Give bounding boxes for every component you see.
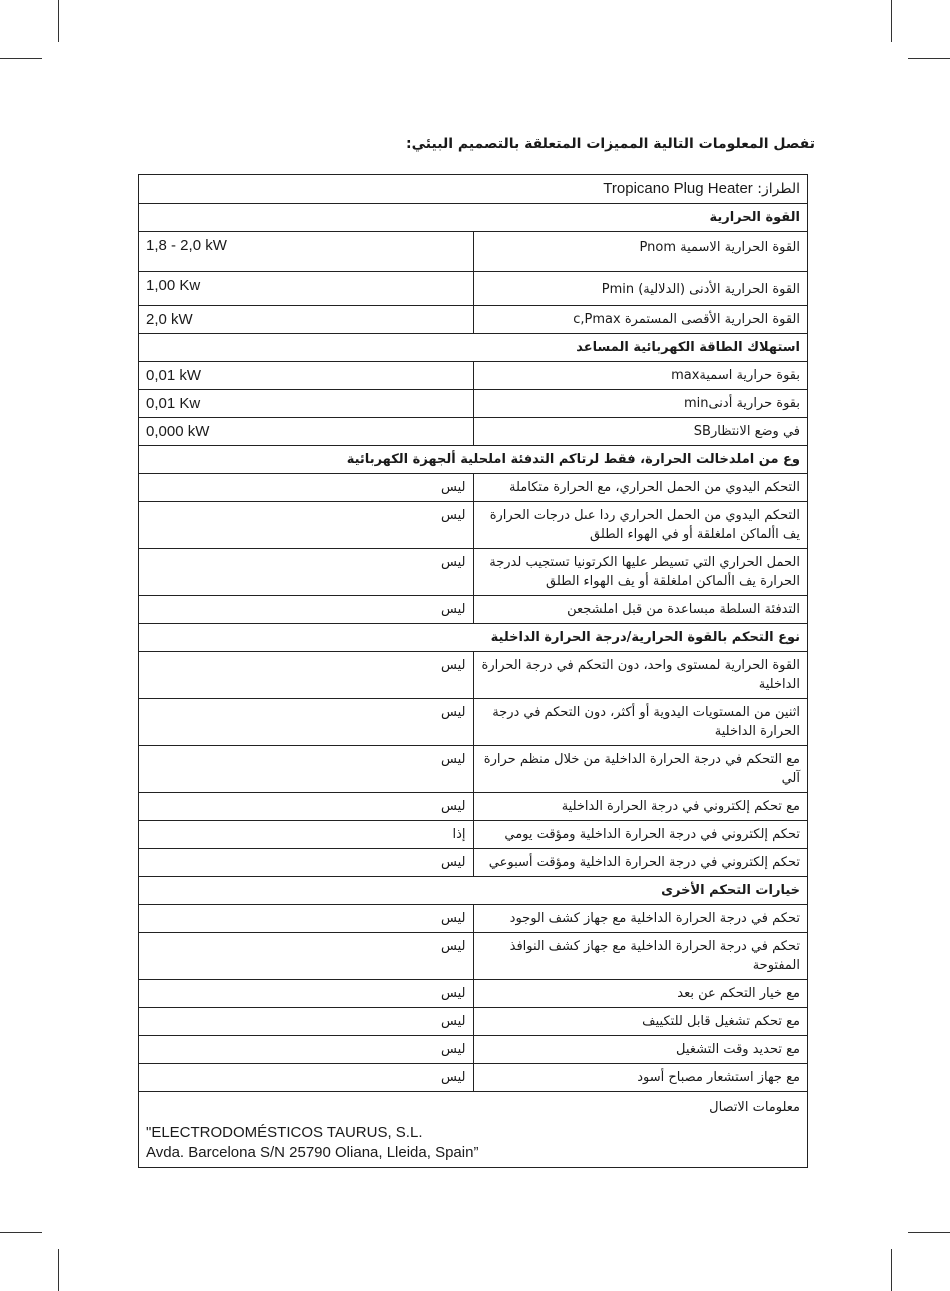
table-row — [139, 474, 808, 502]
contact-row — [139, 1092, 808, 1168]
table-row — [139, 418, 808, 446]
row-value: ليس — [139, 1036, 474, 1064]
table-row — [139, 1036, 808, 1064]
table-row — [139, 980, 808, 1008]
row-value: ليس — [139, 980, 474, 1008]
model-value: Tropicano Plug Heater — [603, 180, 753, 197]
table-row — [139, 821, 808, 849]
row-value: ليس — [139, 474, 474, 502]
row-label: تحكم إلكتروني في درجة الحرارة الداخلية ومؤقت يومي — [473, 821, 808, 849]
row-value: ليس — [139, 793, 474, 821]
row-value: 1,00 Kw — [139, 272, 474, 306]
crop-mark — [58, 1249, 59, 1291]
table-row — [139, 596, 808, 624]
eco-design-table — [138, 174, 808, 1168]
section-heading: نوع التحكم بالقوة الحرارية/درجة الحرارة الداخلية — [139, 624, 808, 652]
contact-company: "ELECTRODOMÉSTICOS TAURUS, S.L. — [146, 1124, 423, 1141]
table-row — [139, 306, 808, 334]
section-heading-row — [139, 334, 808, 362]
table-row — [139, 652, 808, 699]
table-row — [139, 849, 808, 877]
row-label: الحمل الحراري التي تسيطر عليها الكرتونيا تستجيب لدرجة الحرارة يف األماكن املغلقة أو يف الهواء الطلق — [473, 549, 808, 596]
row-value: ليس — [139, 652, 474, 699]
contact-label: معلومات الاتصال — [709, 1100, 800, 1115]
row-label: مع التحكم في درجة الحرارة الداخلية من خلال منظم حرارة آلي — [473, 746, 808, 793]
row-value: إذا — [139, 821, 474, 849]
crop-mark — [891, 1249, 892, 1291]
table-row — [139, 905, 808, 933]
row-value: 0,01 kW — [139, 362, 474, 390]
row-value: 2,0 kW — [139, 306, 474, 334]
section-heading: القوة الحرارية — [139, 204, 808, 232]
table-row — [139, 502, 808, 549]
row-value: ليس — [139, 1064, 474, 1092]
model-row — [139, 175, 808, 204]
table-row — [139, 272, 808, 306]
row-label: مع تحكم إلكتروني في درجة الحرارة الداخلية — [473, 793, 808, 821]
crop-mark — [0, 1232, 42, 1233]
row-label: التحكم اليدوي من الحمل الحراري ردا عىل درجات الحرارة يف األماكن املغلقة أو في الهواء الطلق — [473, 502, 808, 549]
crop-mark — [908, 58, 950, 59]
model-cell — [139, 175, 808, 204]
crop-mark — [908, 1232, 950, 1233]
table-row — [139, 362, 808, 390]
row-label: مع خيار التحكم عن بعد — [473, 980, 808, 1008]
row-value: ليس — [139, 746, 474, 793]
table-row — [139, 746, 808, 793]
row-label: تحكم في درجة الحرارة الداخلية مع جهاز كشف النوافذ المفتوحة — [473, 933, 808, 980]
row-value: 1,8 - 2,0 kW — [139, 232, 474, 272]
section-heading: خيارات التحكم الأخرى — [139, 877, 808, 905]
crop-mark — [58, 0, 59, 42]
row-value: ليس — [139, 905, 474, 933]
row-label: التدفئة السلطة مبساعدة من قبل املشجعن — [473, 596, 808, 624]
section-heading: استهلاك الطاقة الكهربائية المساعد — [139, 334, 808, 362]
row-value: ليس — [139, 933, 474, 980]
row-label: تحكم في درجة الحرارة الداخلية مع جهاز كشف الوجود — [473, 905, 808, 933]
row-label: بقوة حرارية أدنىmin — [473, 390, 808, 418]
contact-address: Avda. Barcelona S/N 25790 Oliana, Lleida, Spain” — [146, 1144, 479, 1161]
table-row — [139, 699, 808, 746]
table-row — [139, 933, 808, 980]
crop-mark — [891, 0, 892, 42]
section-heading-row — [139, 446, 808, 474]
table-row — [139, 390, 808, 418]
row-label: مع تحكم تشغيل قابل للتكييف — [473, 1008, 808, 1036]
row-label: مع تحديد وقت التشغيل — [473, 1036, 808, 1064]
row-label: اثنين من المستويات اليدوية أو أكثر، دون التحكم في درجة الحرارة الداخلية — [473, 699, 808, 746]
row-value: ليس — [139, 699, 474, 746]
row-value: 0,01 Kw — [139, 390, 474, 418]
table-row — [139, 1008, 808, 1036]
contact-cell — [139, 1092, 808, 1168]
row-label: القوة الحرارية الأدنى (الدلالية) Pmin — [473, 272, 808, 306]
row-value: ليس — [139, 549, 474, 596]
section-heading-row — [139, 204, 808, 232]
row-value: ليس — [139, 502, 474, 549]
section-heading-row — [139, 877, 808, 905]
table-row — [139, 1064, 808, 1092]
row-label: القوة الحرارية الاسمية Pnom — [473, 232, 808, 272]
row-label: مع جهاز استشعار مصباح أسود — [473, 1064, 808, 1092]
section-heading: وع من املدخالت الحرارة، فقط لرتاكم التدفئة املحلية ألجهزة الكهربائية — [139, 446, 808, 474]
intro-text: تفصل المعلومات التالية المميزات المتعلقة بالتصميم البيئي: — [406, 136, 815, 152]
row-label: تحكم إلكتروني في درجة الحرارة الداخلية ومؤقت أسبوعي — [473, 849, 808, 877]
row-label: التحكم اليدوي من الحمل الحراري، مع الحرارة متكاملة — [473, 474, 808, 502]
table-row — [139, 549, 808, 596]
row-label: القوة الحرارية لمستوى واحد، دون التحكم في درجة الحرارة الداخلية — [473, 652, 808, 699]
row-label: القوة الحرارية الأقصى المستمرة c,Pmax — [473, 306, 808, 334]
table-row — [139, 793, 808, 821]
row-value: ليس — [139, 1008, 474, 1036]
crop-mark — [0, 58, 42, 59]
row-value: 0,000 kW — [139, 418, 474, 446]
row-value: ليس — [139, 849, 474, 877]
row-value: ليس — [139, 596, 474, 624]
model-label: الطراز: — [757, 181, 800, 197]
table-row — [139, 232, 808, 272]
row-label: في وضع الانتظارSB — [473, 418, 808, 446]
section-heading-row — [139, 624, 808, 652]
row-label: بقوة حرارية اسميةmax — [473, 362, 808, 390]
